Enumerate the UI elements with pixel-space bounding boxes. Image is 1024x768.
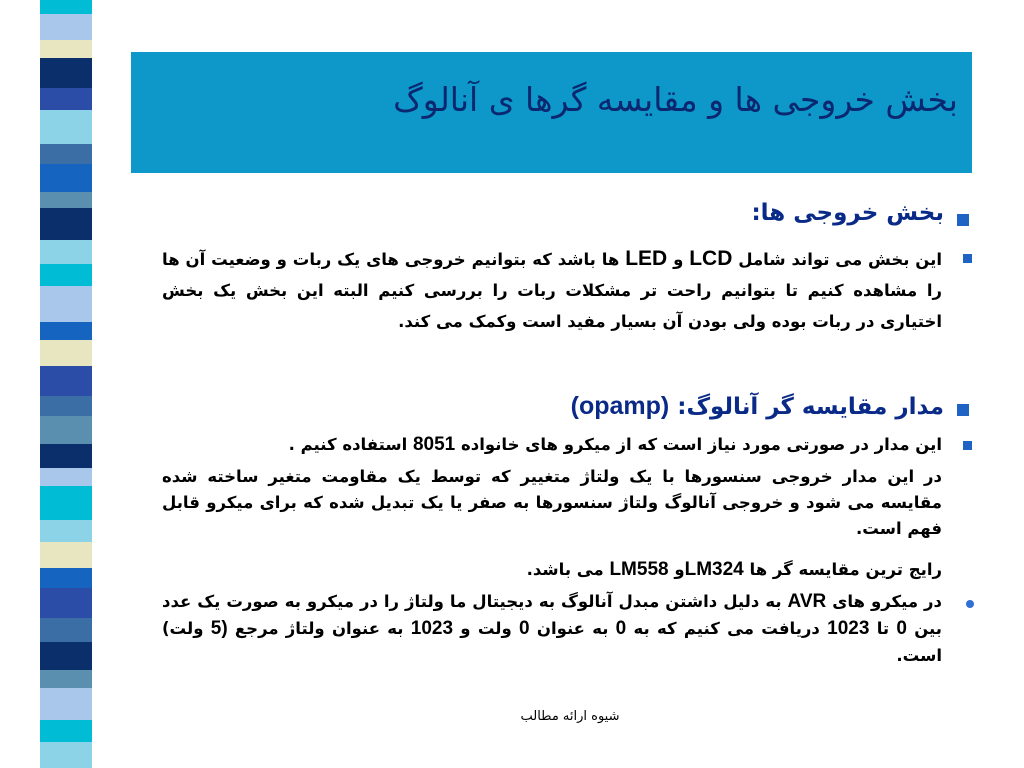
stripe-band [40,366,92,396]
text-run: این مدار در صورتی مورد نیاز است که از میکرو های خانواده [455,435,942,454]
title-banner [131,52,972,173]
heading-text-en: (opamp) [570,392,670,420]
text-run: به دلیل داشتن مبدل آنالوگ به دیجیتال ما ولتاژ را در میکرو به صورت یک عدد بین [162,592,942,638]
stripe-band [40,520,92,542]
number-0: 0 [896,618,907,639]
text-run: تا [869,619,897,638]
text-run: می باشد. [526,560,610,579]
text-run: ولت و [453,619,520,638]
text-run: ولت) است. [162,619,942,665]
text-run: به عنوان [529,619,616,638]
stripe-band [40,40,92,58]
stripe-band [40,264,92,286]
stripe-band [40,322,92,340]
lcd-term: LCD [689,247,733,270]
stripe-band [40,286,92,322]
bullet-square-icon [963,254,972,263]
stripe-band [40,144,92,164]
stripe-band [40,396,92,416]
stripe-band [40,416,92,444]
comparator-paragraph-1 [162,431,942,458]
avr-term: AVR [787,591,827,612]
stripe-band [40,618,92,642]
stripe-band [40,340,92,366]
stripe-band [40,688,92,720]
comparator-paragraph-2: در این مدار خروجی سنسورها با یک ولتاژ متغییر که توسط یک مقاومت متغیر ساخته شده مقایسه می شود و خروجی آنالوگ ولتاژ سنسورها به صفر یا یک تبدیل شده که برای میکرو قابل فهم است. [162,467,942,538]
family-8051: 8051 [412,434,456,455]
stripe-band [40,240,92,264]
text-run: دریافت می کنیم که به [626,619,828,638]
stripe-band [40,670,92,688]
ref-voltage: (5 [210,618,228,639]
bullet-square-icon [957,404,969,416]
stripe-band [40,486,92,520]
bullet-square-icon [963,441,972,450]
slide-footer: شیوه ارائه مطالب [520,709,620,724]
slide-title: بخش خروجی ها و مقایسه گرها ی آنالوگ [393,80,958,119]
text-run: ها باشد که بتوانیم خروجی های یک ربات و وضعیت آن ها را مشاهده کنیم تا بتوانیم راحت تر مشکلات ربات را بررسی کنیم البته این بخش یک بخش اختیاری در ربات بوده ولی بودن آن بسیار مفید است وکمک می کند. [162,250,942,331]
stripe-band [40,88,92,110]
section-heading-comparator [144,392,944,421]
text-run: به عنوان ولتاژ مرجع [227,619,411,638]
stripe-band [40,468,92,486]
text-run: و [668,560,685,579]
text-run: این بخش می تواند شامل [732,250,942,269]
heading-text-fa: مدار مقایسه گر آنالوگ: [677,394,944,420]
comparator-paragraph-3 [162,556,942,583]
number-1023: 1023 [827,618,870,639]
stripe-band [40,208,92,240]
ic-lm558: LM558 [609,559,669,580]
text-run: در میکرو های [826,592,942,611]
stripe-band [40,192,92,208]
bullet-square-icon [957,214,969,226]
stripe-band [40,110,92,144]
stripe-band [40,642,92,670]
stripe-band [40,0,92,14]
comparator-paragraph-4 [162,588,942,669]
stripe-band [40,742,92,768]
stripe-band [40,542,92,568]
text-run: استفاده کنیم . [288,435,413,454]
outputs-paragraph [162,243,942,337]
section-heading-outputs: بخش خروجی ها: [751,200,944,226]
text-run: و [667,250,690,269]
stripe-band [40,588,92,618]
stripe-band [40,58,92,88]
stripe-band [40,444,92,468]
stripe-band [40,720,92,742]
number-0: 0 [615,618,627,639]
ic-lm324: LM324 [684,559,744,580]
number-1023: 1023 [410,618,454,639]
number-0: 0 [519,618,530,639]
bullet-dot-icon [966,600,974,608]
text-run: رایج ترین مقایسه گر ها [743,560,942,579]
stripe-band [40,568,92,588]
stripe-band [40,164,92,192]
stripe-band [40,14,92,40]
led-term: LED [625,247,668,270]
decorative-stripe [40,0,92,768]
